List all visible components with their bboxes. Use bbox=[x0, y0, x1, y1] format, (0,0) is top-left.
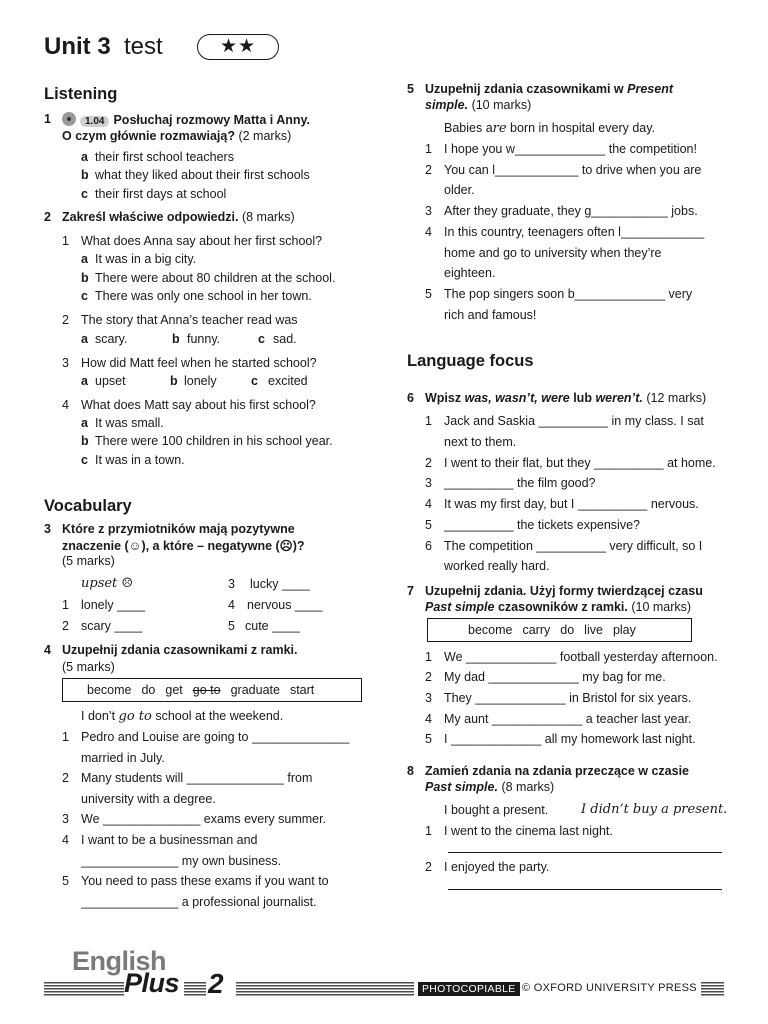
sentence-line: university with a degree. bbox=[81, 792, 216, 806]
english-plus-logo-number: 2 bbox=[208, 968, 224, 999]
word-box-item: carry bbox=[522, 623, 551, 637]
item-number: 2 bbox=[62, 313, 69, 327]
option-text: sad. bbox=[273, 332, 297, 346]
sentence-line: next to them. bbox=[444, 435, 517, 449]
question-text: How did Matt feel when he started school? bbox=[81, 356, 317, 370]
sentence-line: ______________ my own business. bbox=[81, 854, 282, 868]
sentence-line: I want to be a businessman and bbox=[81, 833, 258, 847]
sentence-line: They _____________ in Bristol for six years. bbox=[444, 691, 692, 705]
item-number: 4 bbox=[62, 398, 69, 412]
q3-instruction-line1: Które z przymiotników mają pozytywne bbox=[62, 522, 295, 536]
option-text: excited bbox=[268, 374, 308, 388]
option-text: their first days at school bbox=[95, 187, 227, 201]
q7-instruction-line1: Uzupełnij zdania. Użyj formy twierdzącej czasu bbox=[425, 584, 703, 598]
word-box-item: start bbox=[289, 683, 315, 697]
publisher-label: © OXFORD UNIVERSITY PRESS bbox=[522, 982, 697, 994]
sentence-line: You need to pass these exams if you want to bbox=[81, 874, 329, 888]
item-number: 4 bbox=[62, 833, 69, 847]
item-number: 2 bbox=[425, 163, 432, 177]
word-box-item: play bbox=[612, 623, 636, 637]
option-text: their first school teachers bbox=[95, 150, 234, 164]
item-number: 5 bbox=[62, 874, 69, 888]
footer-stripes-mid bbox=[184, 982, 206, 996]
sentence-line: The competition __________ very difficult, so I bbox=[444, 539, 703, 553]
option-letter: c bbox=[81, 187, 88, 201]
sentence-line: I enjoyed the party. bbox=[444, 860, 550, 874]
q8-number: 8 bbox=[407, 764, 414, 778]
q8-instruction-line2: Past simple. (8 marks) bbox=[425, 780, 555, 794]
q2-number: 2 bbox=[44, 210, 51, 224]
item-number: 5 bbox=[425, 287, 432, 301]
q8-instruction-line1: Zamień zdania na zdania przeczące w czasie bbox=[425, 764, 689, 778]
item-number: 1 bbox=[62, 598, 69, 612]
q4-word-box bbox=[62, 678, 362, 702]
q7-word-box bbox=[427, 618, 692, 642]
option-text: It was in a big city. bbox=[95, 252, 197, 266]
option-text: There were 100 children in his school year. bbox=[95, 434, 333, 448]
option-letter: c bbox=[251, 374, 258, 388]
adjective-blank: lucky ____ bbox=[250, 577, 310, 591]
adjective-blank: lonely ____ bbox=[81, 598, 145, 612]
q4-instruction: Uzupełnij zdania czasownikami z ramki. bbox=[62, 643, 298, 657]
item-number: 1 bbox=[62, 730, 69, 744]
vocabulary-heading: Vocabulary bbox=[44, 497, 132, 515]
question-text: What does Matt say about his first school? bbox=[81, 398, 316, 412]
option-letter: b bbox=[172, 332, 180, 346]
sentence-line: Many students will ______________ from bbox=[81, 771, 313, 785]
option-text: scary. bbox=[95, 332, 128, 346]
sentence-line: __________ the film good? bbox=[444, 476, 596, 490]
q6-instruction: Wpisz was, wasn’t, were lub weren’t. (12 marks) bbox=[425, 391, 707, 405]
sentence-line: After they graduate, they g___________ jobs. bbox=[444, 204, 698, 218]
q4-marks: (5 marks) bbox=[62, 660, 115, 674]
q3-instruction-line2: znaczenie (☺), a które – negatywne (☹)? bbox=[62, 539, 305, 553]
page-title bbox=[44, 33, 163, 61]
option-letter: c bbox=[81, 289, 88, 303]
q3-example-answer: upset ☹ bbox=[81, 576, 134, 591]
q5-example: Babies are born in hospital every day. bbox=[444, 121, 656, 136]
q4-example: I don’t go to school at the weekend. bbox=[81, 709, 284, 724]
q5-instruction-line2: simple. (10 marks) bbox=[425, 98, 532, 112]
option-letter: a bbox=[81, 416, 88, 430]
sentence-line: eighteen. bbox=[444, 266, 496, 280]
item-number: 3 bbox=[62, 356, 69, 370]
option-letter: b bbox=[170, 374, 178, 388]
option-letter: a bbox=[81, 150, 88, 164]
sentence-line: Pedro and Louise are going to ______________ bbox=[81, 730, 350, 744]
option-letter: a bbox=[81, 332, 88, 346]
item-number: 5 bbox=[425, 732, 432, 746]
item-number: 6 bbox=[425, 539, 432, 553]
q3-number: 3 bbox=[44, 522, 51, 536]
q5-instruction-line1: Uzupełnij zdania czasownikami w Present bbox=[425, 82, 673, 96]
q7-instruction-line2: Past simple czasowników z ramki. (10 marks) bbox=[425, 600, 692, 614]
item-number: 1 bbox=[425, 824, 432, 838]
sentence-line: I went to the cinema last night. bbox=[444, 824, 613, 838]
sentence-line: worked really hard. bbox=[444, 559, 550, 573]
option-text: It was small. bbox=[95, 416, 164, 430]
language-focus-heading: Language focus bbox=[407, 352, 534, 370]
adjective-blank: nervous ____ bbox=[247, 598, 323, 612]
sentence-line: ______________ a professional journalist. bbox=[81, 895, 317, 909]
listening-heading: Listening bbox=[44, 85, 118, 103]
item-number: 5 bbox=[228, 619, 235, 633]
option-letter: b bbox=[81, 271, 89, 285]
sentence-line: I _____________ all my homework last night. bbox=[444, 732, 696, 746]
item-number: 4 bbox=[425, 712, 432, 726]
q8-example: I bought a present. bbox=[444, 803, 549, 817]
item-number: 5 bbox=[425, 518, 432, 532]
sentence-line: We ______________ exams every summer. bbox=[81, 812, 327, 826]
sentence-line: I hope you w_____________ the competition! bbox=[444, 142, 697, 156]
footer-stripes-left bbox=[44, 982, 124, 996]
answer-line bbox=[448, 889, 722, 890]
item-number: 1 bbox=[62, 234, 69, 248]
option-text: funny. bbox=[187, 332, 221, 346]
sentence-line: married in July. bbox=[81, 751, 165, 765]
word-box-item-used: go to bbox=[192, 683, 221, 697]
item-number: 3 bbox=[425, 691, 432, 705]
word-box-item: become bbox=[468, 623, 513, 637]
unit-label: Unit 3 bbox=[44, 33, 111, 60]
option-text: what they liked about their first schools bbox=[95, 168, 310, 182]
photocopiable-label: PHOTOCOPIABLE bbox=[418, 982, 520, 996]
option-text: There were about 80 children at the school. bbox=[95, 271, 336, 285]
q1-instruction-line2: O czym głównie rozmawiają? (2 marks) bbox=[62, 129, 292, 143]
option-letter: a bbox=[81, 252, 88, 266]
item-number: 3 bbox=[425, 476, 432, 490]
answer-line bbox=[448, 852, 722, 853]
q5-number: 5 bbox=[407, 82, 414, 96]
test-label: test bbox=[124, 33, 163, 60]
sentence-line: older. bbox=[444, 183, 475, 197]
option-text: It was in a town. bbox=[95, 453, 185, 467]
option-letter: a bbox=[81, 374, 88, 388]
item-number: 4 bbox=[425, 497, 432, 511]
item-number: 2 bbox=[425, 670, 432, 684]
item-number: 4 bbox=[425, 225, 432, 239]
option-letter: b bbox=[81, 168, 89, 182]
question-text: The story that Anna’s teacher read was bbox=[81, 313, 298, 327]
q7-number: 7 bbox=[407, 584, 414, 598]
word-box-item: graduate bbox=[230, 683, 280, 697]
word-box-item: do bbox=[560, 623, 575, 637]
q6-number: 6 bbox=[407, 391, 414, 405]
difficulty-stars-badge: ★★ bbox=[197, 34, 279, 60]
sentence-line: rich and famous! bbox=[444, 308, 537, 322]
item-number: 3 bbox=[62, 812, 69, 826]
item-number: 2 bbox=[425, 456, 432, 470]
sentence-line: We _____________ football yesterday afternoon. bbox=[444, 650, 718, 664]
english-plus-logo-top: English bbox=[72, 946, 167, 976]
adjective-blank: scary ____ bbox=[81, 619, 143, 633]
item-number: 2 bbox=[62, 619, 69, 633]
sentence-line: __________ the tickets expensive? bbox=[444, 518, 640, 532]
track-number-badge: 1.04 bbox=[80, 116, 109, 127]
q4-number: 4 bbox=[44, 643, 51, 657]
sentence-line: You can l____________ to drive when you are bbox=[444, 163, 702, 177]
q8-example-answer: I didn’t buy a present. bbox=[581, 802, 728, 817]
sentence-line: My aunt _____________ a teacher last year. bbox=[444, 712, 692, 726]
option-letter: c bbox=[81, 453, 88, 467]
footer-stripes-right bbox=[236, 982, 414, 996]
sentence-line: home and go to university when they’re bbox=[444, 246, 662, 260]
item-number: 3 bbox=[425, 204, 432, 218]
option-letter: b bbox=[81, 434, 89, 448]
sentence-line: Jack and Saskia __________ in my class. I sat bbox=[444, 414, 704, 428]
item-number: 1 bbox=[425, 142, 432, 156]
q3-marks: (5 marks) bbox=[62, 554, 115, 568]
item-number: 1 bbox=[425, 414, 432, 428]
word-box-item: become bbox=[87, 683, 132, 697]
sentence-line: I went to their flat, but they __________ at home. bbox=[444, 456, 716, 470]
item-number: 1 bbox=[425, 650, 432, 664]
option-text: There was only one school in her town. bbox=[95, 289, 312, 303]
option-letter: c bbox=[258, 332, 265, 346]
sentence-line: It was my first day, but I __________ nervous. bbox=[444, 497, 699, 511]
q1-instruction-line1: 1.04 Posłuchaj rozmowy Matta i Anny. bbox=[62, 112, 310, 127]
item-number: 2 bbox=[425, 860, 432, 874]
word-box-item: do bbox=[141, 683, 156, 697]
english-plus-logo-bottom: Plus bbox=[124, 968, 180, 998]
item-number: 3 bbox=[228, 577, 235, 591]
q2-instruction: Zakreśl właściwe odpowiedzi. (8 marks) bbox=[62, 210, 295, 224]
word-box-item: live bbox=[584, 623, 603, 637]
item-number: 4 bbox=[228, 598, 235, 612]
option-text: lonely bbox=[184, 374, 217, 388]
adjective-blank: cute ____ bbox=[245, 619, 300, 633]
q1-number: 1 bbox=[44, 112, 51, 126]
sentence-line: The pop singers soon b_____________ very bbox=[444, 287, 693, 301]
question-text: What does Anna say about her first school? bbox=[81, 234, 323, 248]
sentence-line: My dad _____________ my bag for me. bbox=[444, 670, 666, 684]
audio-cd-icon bbox=[62, 112, 76, 126]
sentence-line: In this country, teenagers often l____________ bbox=[444, 225, 705, 239]
footer-stripes-end bbox=[701, 982, 724, 996]
item-number: 2 bbox=[62, 771, 69, 785]
word-box-item: get bbox=[165, 683, 183, 697]
option-text: upset bbox=[95, 374, 126, 388]
